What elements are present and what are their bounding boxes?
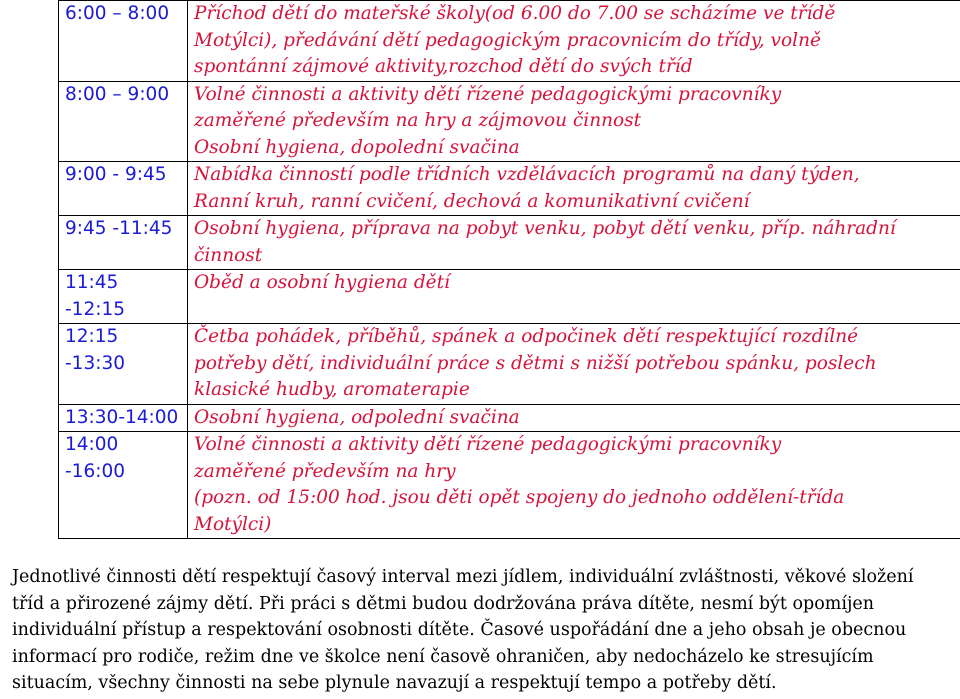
activity-line: Osobní hygiena, dopolední svačina bbox=[194, 136, 520, 158]
schedule-row bbox=[59, 324, 960, 405]
activity-line: Četba pohádek, příběhů, spánek a odpočinek dětí respektující rozdílné bbox=[194, 326, 859, 347]
activity-line: Příchod dětí do mateřské školy(od 6.00 do 7.00 se scházíme ve třídě bbox=[194, 3, 836, 24]
time-cell: 8:00 – 9:00 bbox=[59, 81, 188, 162]
daily-schedule-table bbox=[58, 0, 960, 539]
activity-line: Volné činnosti a aktivity dětí řízené pedagogickými pracovníky bbox=[194, 434, 782, 455]
activity-line: Volné činnosti a aktivity dětí řízené pedagogickými pracovníky bbox=[194, 83, 782, 105]
activity-cell bbox=[188, 270, 960, 324]
activity-cell bbox=[188, 432, 960, 539]
activity-line: Ranní kruh, ranní cvičení, dechová a komunikativní cvičení bbox=[194, 190, 750, 212]
schedule-row bbox=[59, 270, 960, 324]
activity-cell bbox=[188, 1, 960, 82]
schedule-note bbox=[12, 564, 957, 697]
activity-line: Motýlci), předávání dětí pedagogickým pracovnicím do třídy, volně bbox=[194, 29, 821, 51]
activity-cell bbox=[188, 216, 960, 270]
note-line: situacím, všechny činnosti na sebe plynule navazují a respektují tempo a potřeby dětí. bbox=[12, 673, 777, 693]
note-line: tříd a přirozené zájmy dětí. Při práci s dětmi budou dodržována práva dítěte, nesmí být opomíjen bbox=[12, 593, 875, 614]
activity-line: klasické hudby, aromaterapie bbox=[194, 379, 470, 400]
schedule-row bbox=[59, 216, 960, 270]
activity-line: Motýlci) bbox=[194, 513, 272, 535]
time-cell: 9:00 - 9:45 bbox=[59, 162, 188, 216]
time-cell: 6:00 – 8:00 bbox=[59, 1, 188, 82]
time-cell: 9:45 -11:45 bbox=[59, 216, 188, 270]
activity-line: Nabídka činností podle třídních vzdělávacích programů na daný týden, bbox=[194, 164, 860, 185]
activity-line: (pozn. od 15:00 hod. jsou děti opět spojeny do jednoho oddělení-třída bbox=[194, 487, 845, 508]
activity-line: činnost bbox=[194, 244, 263, 266]
activity-line: zaměřené především na hry a zájmovou činnost bbox=[194, 110, 642, 131]
time-cell: 12:15 -13:30 bbox=[59, 324, 188, 405]
schedule-row bbox=[59, 1, 960, 82]
activity-cell bbox=[188, 324, 960, 405]
activity-cell bbox=[188, 404, 960, 432]
activity-cell bbox=[188, 81, 960, 162]
activity-line: potřeby dětí, individuální práce s dětmi s nižší potřebou spánku, poslech bbox=[194, 352, 877, 374]
time-cell: 11:45 -12:15 bbox=[59, 270, 188, 324]
activity-line: Oběd a osobní hygiena dětí bbox=[194, 272, 450, 293]
activity-line: spontánní zájmové aktivity,rozchod dětí do svých tříd bbox=[194, 56, 693, 77]
schedule-body bbox=[59, 1, 960, 539]
activity-line: Osobní hygiena, příprava na pobyt venku, pobyt dětí venku, příp. náhradní bbox=[194, 218, 896, 239]
activity-line: Osobní hygiena, odpolední svačina bbox=[194, 406, 520, 428]
schedule-row bbox=[59, 404, 960, 432]
activity-cell bbox=[188, 162, 960, 216]
time-cell: 14:00 -16:00 bbox=[59, 432, 188, 539]
time-cell: 13:30-14:00 bbox=[59, 404, 188, 432]
note-line: Jednotlivé činnosti dětí respektují časový interval mezi jídlem, individuální zvláštnosti, věkové složení bbox=[12, 567, 914, 587]
schedule-row bbox=[59, 162, 960, 216]
activity-line: zaměřené především na hry bbox=[194, 460, 456, 482]
note-line: individuální přístup a respektování osobnosti dítěte. Časové uspořádání dne a jeho obsah je obecnou bbox=[12, 620, 907, 640]
schedule-row bbox=[59, 81, 960, 162]
note-line: informací pro rodiče, režim dne ve školce není časově ohraničen, aby nedocházelo ke stresujícím bbox=[12, 646, 874, 667]
schedule-row bbox=[59, 432, 960, 539]
